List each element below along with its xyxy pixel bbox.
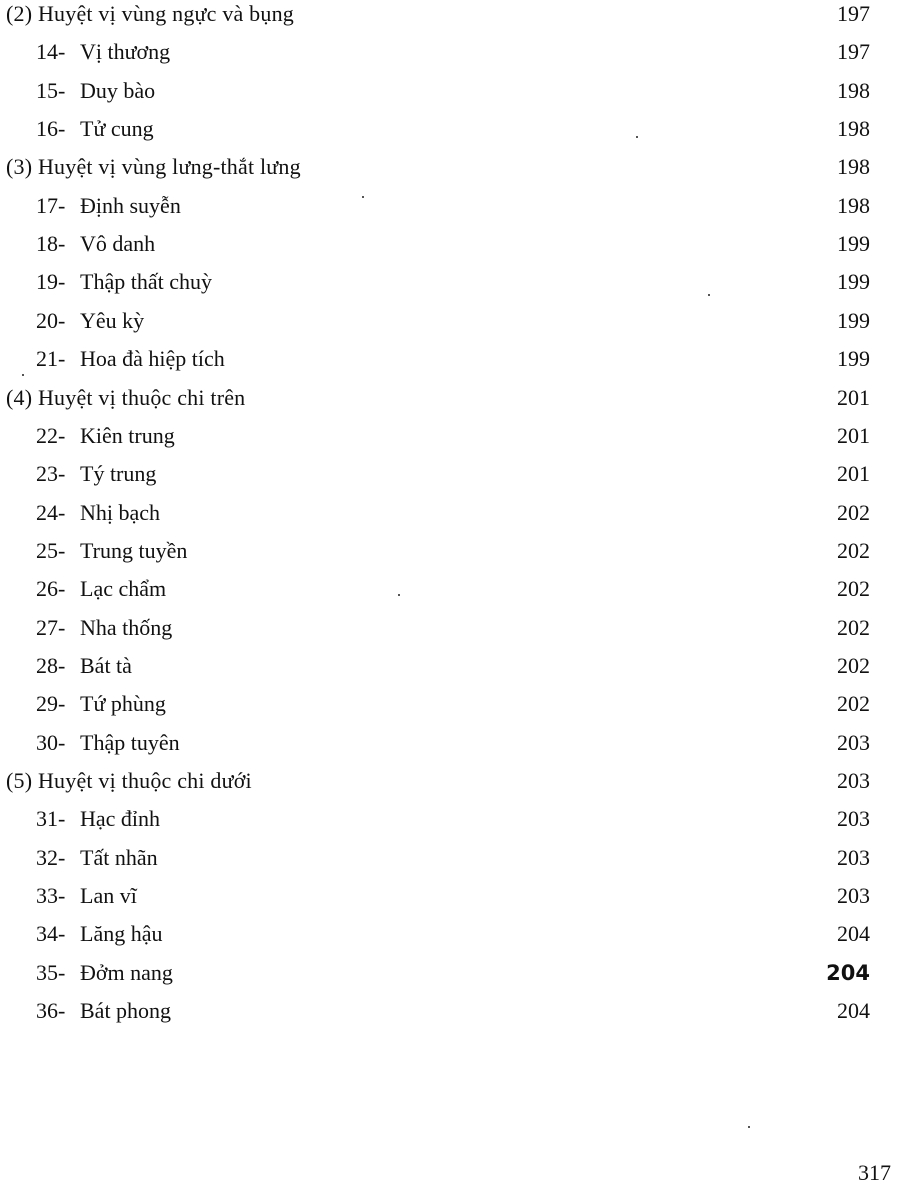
toc-entry-number: 17- bbox=[36, 192, 66, 218]
toc-entry-title: Thập thất chuỳ bbox=[80, 269, 212, 295]
toc-entry bbox=[0, 802, 902, 836]
toc-entry-number: 24- bbox=[36, 499, 66, 525]
toc-entry-title: Vị thương bbox=[80, 39, 171, 65]
toc-entry-title: Định suyễn bbox=[80, 192, 181, 218]
toc-page-number: 202 bbox=[837, 499, 870, 525]
toc-entry-title: Lăng hậu bbox=[80, 921, 163, 947]
toc-entry-title: Lạc chẩm bbox=[80, 576, 167, 602]
toc-entry-title: Tứ phùng bbox=[80, 691, 166, 717]
toc-page-number: 202 bbox=[837, 614, 870, 640]
toc-entry-number: 33- bbox=[36, 883, 66, 909]
toc-entry-title: Lan vĩ bbox=[80, 883, 137, 909]
toc-page-number: 204 bbox=[837, 921, 870, 947]
toc-entry-number: 23- bbox=[36, 461, 66, 487]
toc-entry bbox=[0, 994, 902, 1028]
toc-entry bbox=[0, 496, 902, 530]
scan-speck bbox=[636, 136, 638, 138]
toc-page-number: 199 bbox=[837, 231, 870, 257]
toc-entry bbox=[0, 841, 902, 875]
toc-page-number: 201 bbox=[837, 384, 870, 410]
scan-speck bbox=[748, 1126, 750, 1128]
toc-entry bbox=[0, 726, 902, 760]
scan-speck bbox=[708, 294, 710, 296]
toc-page-number: 198 bbox=[837, 192, 870, 218]
toc-entry-title: Thập tuyên bbox=[80, 729, 180, 755]
toc-page-number: 203 bbox=[837, 883, 870, 909]
toc-entry-number: 27- bbox=[36, 614, 66, 640]
toc-entry-title: Bát tà bbox=[80, 652, 132, 678]
toc-page-number: 201 bbox=[837, 461, 870, 487]
toc-entry bbox=[0, 189, 902, 223]
toc-entry bbox=[0, 917, 902, 951]
toc-page-number: 199 bbox=[837, 307, 870, 333]
scan-speck bbox=[362, 196, 364, 198]
toc-entry bbox=[0, 572, 902, 606]
toc-page-number: 198 bbox=[837, 154, 870, 180]
toc-entry bbox=[0, 879, 902, 913]
toc-section bbox=[0, 764, 902, 798]
toc-entry bbox=[0, 419, 902, 453]
toc-page-number: 203 bbox=[837, 729, 870, 755]
toc-entry bbox=[0, 227, 902, 261]
toc-page-number: 199 bbox=[837, 346, 870, 372]
toc-page-number: 203 bbox=[837, 844, 870, 870]
toc-entry-number: 18- bbox=[36, 231, 66, 257]
toc-entry-number: 34- bbox=[36, 921, 66, 947]
toc-section-title: (2) Huyệt vị vùng ngực và bụng bbox=[6, 1, 294, 26]
toc-page-number: 198 bbox=[837, 77, 870, 103]
toc-page-number: 202 bbox=[837, 537, 870, 563]
toc-page-number: 197 bbox=[837, 39, 870, 65]
toc-page-number: 203 bbox=[837, 806, 870, 832]
toc-entry bbox=[0, 35, 902, 69]
toc-entry-title: Tất nhãn bbox=[80, 844, 158, 870]
toc-entry bbox=[0, 956, 902, 990]
toc-entry-number: 19- bbox=[36, 269, 66, 295]
toc-page-number: 198 bbox=[837, 116, 870, 142]
toc-entry-title: Đởm nang bbox=[80, 959, 173, 985]
toc-entry-title: Vô danh bbox=[80, 231, 156, 257]
toc-entry bbox=[0, 342, 902, 376]
toc-entry-number: 26- bbox=[36, 576, 66, 602]
toc-entry-number: 31- bbox=[36, 806, 66, 832]
toc-entry-title: Yêu kỳ bbox=[80, 307, 145, 333]
toc-entry-title: Tý trung bbox=[80, 461, 157, 487]
scan-speck bbox=[398, 594, 400, 596]
toc-entry bbox=[0, 457, 902, 491]
toc-entry-number: 25- bbox=[36, 537, 66, 563]
toc-entry-title: Nha thống bbox=[80, 614, 173, 640]
toc-entry-title: Hoa đà hiệp tích bbox=[80, 346, 225, 372]
toc-entry bbox=[0, 649, 902, 683]
toc-entry-number: 15- bbox=[36, 77, 66, 103]
toc-entry bbox=[0, 304, 902, 338]
toc-entry-number: 32- bbox=[36, 844, 66, 870]
toc-page-number: 202 bbox=[837, 691, 870, 717]
toc-entry bbox=[0, 112, 902, 146]
toc-section bbox=[0, 150, 902, 184]
toc-page-number: 204 bbox=[826, 960, 870, 985]
toc-page-number: 204 bbox=[837, 998, 870, 1024]
toc-entry bbox=[0, 74, 902, 108]
page-number: 317 bbox=[858, 1160, 891, 1185]
toc-entry-number: 29- bbox=[36, 691, 66, 717]
toc-entry-title: Tử cung bbox=[80, 116, 154, 142]
toc-section bbox=[0, 0, 902, 31]
toc-entry-number: 35- bbox=[36, 959, 66, 985]
toc-entry-title: Kiên trung bbox=[80, 422, 175, 448]
toc-page-number: 201 bbox=[837, 422, 870, 448]
toc-entry-number: 22- bbox=[36, 422, 66, 448]
toc-section-title: (3) Huyệt vị vùng lưng-thắt lưng bbox=[6, 154, 301, 180]
toc-entry bbox=[0, 611, 902, 645]
toc-page-number: 199 bbox=[837, 269, 870, 295]
toc-section bbox=[0, 381, 902, 415]
toc-entry bbox=[0, 687, 902, 721]
toc-entry bbox=[0, 265, 902, 299]
toc-entry-number: 20- bbox=[36, 307, 66, 333]
toc-page-number: 202 bbox=[837, 652, 870, 678]
toc-entry-number: 14- bbox=[36, 39, 66, 65]
toc-entry-number: 30- bbox=[36, 729, 66, 755]
toc-entry-number: 36- bbox=[36, 998, 66, 1024]
toc-page-number: 197 bbox=[837, 1, 870, 26]
toc-entry-title: Duy bào bbox=[80, 77, 156, 103]
toc-section-title: (5) Huyệt vị thuộc chi dưới bbox=[6, 768, 252, 793]
toc-section-title: (4) Huyệt vị thuộc chi trên bbox=[6, 384, 246, 410]
toc-page-number: 203 bbox=[837, 768, 870, 793]
toc-entry-number: 28- bbox=[36, 652, 66, 678]
toc-entry-title: Nhị bạch bbox=[80, 499, 161, 525]
toc-entry-number: 16- bbox=[36, 116, 66, 142]
scan-speck bbox=[22, 374, 24, 376]
toc-entry-title: Hạc đỉnh bbox=[80, 806, 161, 832]
toc-entry bbox=[0, 534, 902, 568]
toc-entry-title: Trung tuyền bbox=[80, 537, 188, 563]
toc-entry-title: Bát phong bbox=[80, 998, 172, 1024]
toc-entry-number: 21- bbox=[36, 346, 66, 372]
toc-page-number: 202 bbox=[837, 576, 870, 602]
